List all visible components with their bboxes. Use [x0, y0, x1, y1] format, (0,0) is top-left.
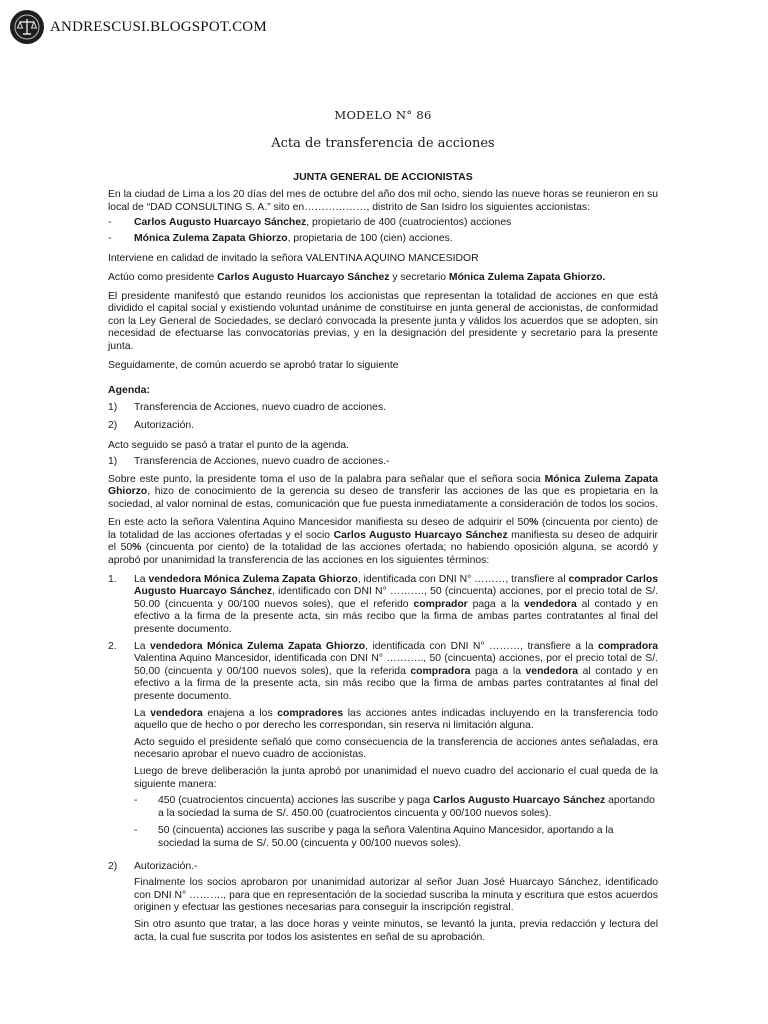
next-paragraph: Seguidamente, de común acuerdo se aprobó tratar lo siguiente — [108, 359, 399, 371]
text-run: La — [134, 707, 151, 719]
secretary-name: Mónica Zulema Zapata Ghiorzo. — [448, 271, 606, 283]
text-run: Sobre este punto, la presidente toma el uso de la palabra para señalar que el señora socia — [108, 473, 545, 485]
text-run: , hizo de conocimiento de la gerencia su deseo de transferir las acciones de las que es propietaria en la sociedad, al valor nominal de estas, comunicación que fue puesta inmediatamente a consideración de todos los socios. — [108, 486, 658, 510]
conveyance-paragraph — [134, 708, 658, 733]
list-marker: 2) — [108, 860, 118, 872]
percent-sign: % — [529, 517, 539, 529]
list-marker: - — [108, 217, 112, 229]
guest-paragraph: Interviene en calidad de invitado la señora VALENTINA AQUINO MANCESIDOR — [108, 253, 479, 265]
agenda-item — [108, 420, 658, 433]
seller-name: vendedora Mónica Zulema Zapata Ghiorzo — [148, 573, 358, 585]
model-number: MODELO N° 86 — [334, 108, 432, 122]
point-heading-text: Autorización.- — [134, 860, 198, 872]
list-marker: 1. — [108, 573, 117, 585]
point-heading — [108, 456, 658, 469]
text-run: al contado y en efectivo a la firma de la presente acta, sin más recibo que la firma de ambas partes contratantes al final del presente documento. — [134, 665, 658, 702]
text-run: aportando a la sociedad la suma de S/. 450.00 (cuatrocientos cincuenta y 00/100 nuevos soles). — [158, 795, 655, 819]
act-paragraph: Acto seguido se pasó a tratar el punto de la agenda. — [108, 440, 349, 452]
role-term: vendedora — [525, 665, 579, 677]
text-run: al contado y en efectivo a la firma de la presente acta, sin más recibo que la firma de ambas partes contratantes al final del presente documento. — [134, 598, 658, 636]
intro-paragraph: En la ciudad de Lima a los 20 días del mes de octubre del año dos mil ocho, siendo las nueve horas se reunieron en su local de “DAD CONSULTING S. A.” sito en………………, distrito de San Isidro los siguientes accionistas: — [108, 189, 658, 213]
document-page — [108, 108, 658, 948]
role-term: compradores — [277, 707, 344, 719]
role-term: vendedora — [150, 707, 203, 719]
buyer-name: comprador Carlos Augusto Huarcayo Sánchez — [134, 573, 658, 598]
role-term: comprador — [413, 598, 468, 610]
shareholder-name: Carlos Augusto Huarcayo Sánchez — [134, 217, 307, 229]
document-title: Acta de transferencia de acciones — [271, 136, 495, 151]
text-run: , identificada con DNI N° ………, transfiere a la — [365, 640, 598, 652]
role-term: vendedora — [524, 598, 577, 610]
role-term: compradora — [597, 640, 658, 652]
shareholder-name: Carlos Augusto Huarcayo Sánchez — [432, 795, 606, 807]
agenda-title: Agenda: — [108, 384, 150, 397]
list-marker: 1) — [108, 455, 118, 467]
share-table-item — [134, 825, 658, 850]
term-text — [134, 641, 658, 704]
president-name: Carlos Augusto Huarcayo Sánchez — [217, 271, 390, 283]
officers-paragraph — [108, 272, 658, 285]
agenda-item — [108, 402, 658, 415]
shareholder-name: Mónica Zulema Zapata Ghiorzo — [134, 232, 288, 244]
shareholder-item — [108, 233, 658, 246]
list-marker: 1) — [108, 402, 118, 414]
text-run: las acciones antes indicadas incluyendo en la transferencia todo aquello que de hecho o por derecho les correspondan, sin reserva ni limitación alguna. — [134, 707, 658, 732]
shareholder-detail: , propietario de 400 (cuatrocientos) acciones — [306, 217, 512, 229]
closing-paragraph: Sin otro asunto que tratar, a las doce horas y veinte minutos, se levantó la junta, previa redacción y lectura del acta, la cual fue suscrita por todos los asistentes en señal de su aprobación. — [134, 918, 658, 943]
share-table-item — [134, 795, 658, 820]
term-text — [134, 574, 658, 637]
text-run: 50 (cincuenta) acciones las suscribe y paga la señora Valentina Aquino Mancesidor, aportando a la sociedad la suma de S/. 50.00 (cincuenta y 00/100 nuevos soles). — [158, 825, 614, 849]
point-heading-text: Transferencia de Acciones, nuevo cuadro de acciones.- — [134, 455, 390, 467]
site-header — [10, 10, 267, 44]
seller-name: Mónica Zulema Zapata Ghiorzo — [108, 473, 658, 498]
shareholder-item — [108, 217, 658, 230]
text-run: paga a la — [470, 665, 526, 677]
president-paragraph: El presidente manifestó que estando reunidos los accionistas que representan la totalidad de acciones en que está dividido el capital social y existiendo voluntad unánime de constituirse en junta general de accionistas, de conformidad con la Ley General de Sociedades, se declaró convocada la presente junta y válidos los acuerdos que se adopten, sin necesidad de efectuarse las convocatorias previas, y en la designación del presidente y secretario para la presente junta. — [108, 290, 658, 352]
text-run: , identificada con DNI N° ………, transfiere al — [357, 573, 569, 585]
section-title: JUNTA GENERAL DE ACCIONISTAS — [293, 171, 473, 183]
role-term: compradora — [410, 665, 471, 677]
text-run: (cincuenta por ciento) de la totalidad de las acciones ofertadas y el socio — [108, 517, 658, 541]
list-marker: 2. — [108, 640, 117, 652]
point-item — [108, 861, 658, 949]
text-run: , identificado con DNI N° ………., 50 (cincuenta) acciones, por el precio total de S/. 50.00 (cincuenta y 00/100 nuevos soles), que el referido — [134, 586, 658, 610]
term-item — [108, 574, 658, 641]
text-run: Valentina Aquino Mancesidor, identificada con DNI N° ……….., 50 (cincuenta) acciones, por el precio total de S/. 50,00 (cincuenta y 00/100 nuevos soles), que la referida — [134, 653, 658, 677]
text-run: manifiesta su deseo de adquirir el 50 — [108, 529, 658, 554]
text-run: (cincuenta por ciento) de la totalidad de las acciones ofertada; no habiendo oposición alguna, se acordó y aprobó por unanimidad la transferencia de las acciones en los siguientes términos: — [108, 542, 658, 567]
text-run: La — [134, 640, 150, 652]
text-run: paga a la — [467, 598, 525, 610]
text-run: La — [134, 573, 149, 585]
agenda-item-text: Transferencia de Acciones, nuevo cuadro de acciones. — [134, 402, 387, 414]
agenda-item-text: Autorización. — [134, 419, 195, 431]
site-name-link[interactable]: ANDRESCUSI.BLOGSPOT.COM — [50, 18, 267, 35]
transfer-request-paragraph — [108, 474, 658, 512]
acquisition-paragraph — [108, 517, 658, 567]
text-run: enajena a los — [202, 707, 278, 719]
deliberation-paragraph: Luego de breve deliberación la junta aprobó por unanimidad el nuevo cuadro del accionario el cual queda de la siguiente manera: — [134, 765, 658, 790]
text-run: y secretario — [389, 271, 449, 283]
text-run: 450 (cuatrocientos cincuenta) acciones las suscribe y paga — [158, 795, 433, 807]
authorization-paragraph: Finalmente los socios aprobaron por unanimidad autorizar al señor Juan José Huarcayo Sánchez, identificado con DNI N° ………., para que en representación de la sociedad suscriba la minuta y escritura que estos acuerdos originen y efectuar las gestiones necesarias para conseguir la inscripción registral. — [134, 877, 658, 914]
list-marker: - — [134, 795, 138, 807]
scales-of-justice-icon[interactable] — [10, 10, 44, 44]
percent-sign: % — [132, 542, 142, 554]
text-run: Actúo como presidente — [108, 271, 218, 283]
new-table-paragraph: Acto seguido el presidente señaló que como consecuencia de la transferencia de acciones antes señaladas, era necesario aprobar el nuevo cuadro de accionistas. — [134, 736, 658, 761]
seller-name: vendedora Mónica Zulema Zapata Ghiorzo — [149, 640, 366, 652]
list-marker: - — [108, 232, 112, 244]
term-item — [108, 641, 658, 861]
text-run: En este acto la señora Valentina Aquino Mancesidor manifiesta su deseo de adquirir el 50 — [108, 517, 530, 529]
shareholder-detail: , propietaria de 100 (cien) acciones. — [287, 232, 453, 244]
list-marker: 2) — [108, 419, 118, 431]
buyer-name: Carlos Augusto Huarcayo Sánchez — [333, 529, 508, 541]
list-marker: - — [134, 825, 138, 837]
